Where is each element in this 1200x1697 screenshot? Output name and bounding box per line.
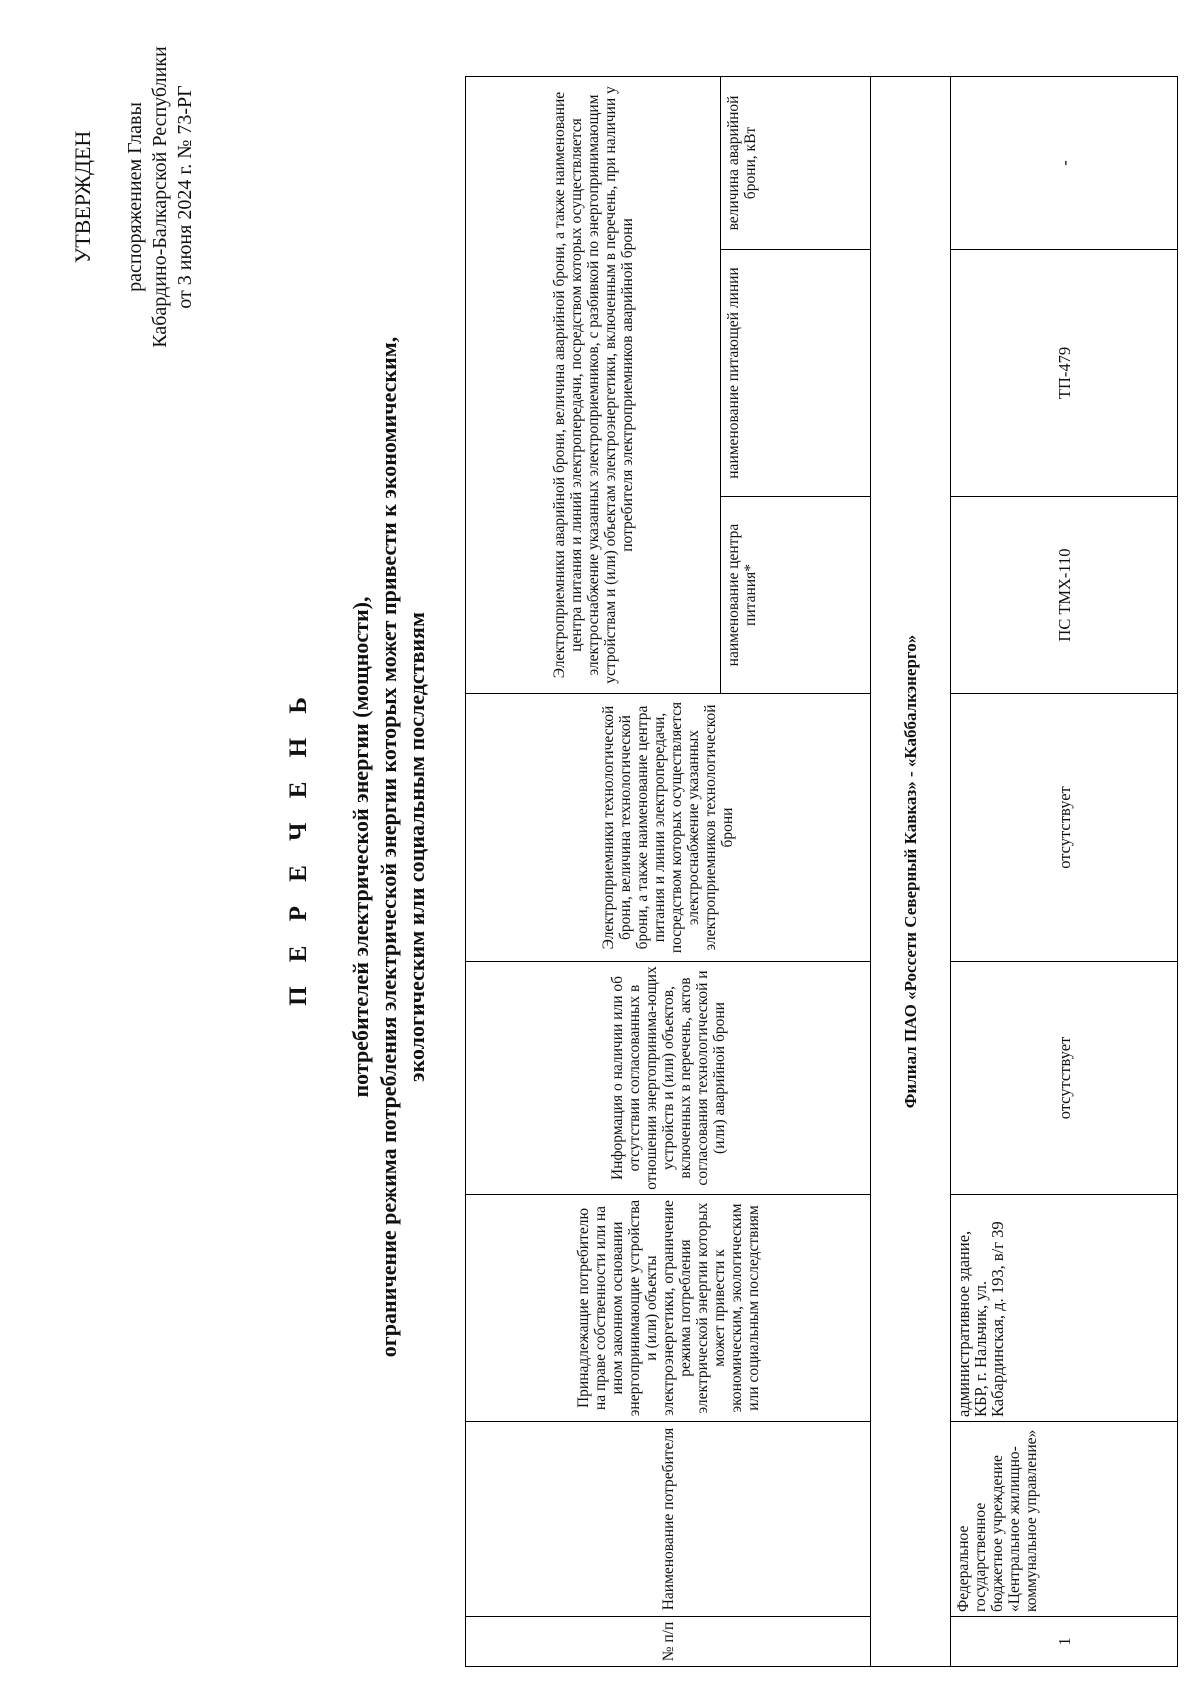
title-line-3: экологическим или социальным последствиям bbox=[404, 612, 429, 1082]
row-1-kw: - bbox=[950, 77, 1177, 250]
header-kw: величина аварийной брони, кВт bbox=[720, 77, 870, 250]
table-bottom-border bbox=[1177, 76, 1178, 1667]
row-1-tech: отсутствует bbox=[950, 694, 1177, 962]
document-title bbox=[285, 117, 431, 1577]
header-center: наименование центра питания* bbox=[720, 497, 870, 694]
approval-line-3: от 3 июня 2024 г. № 73-РГ bbox=[174, 85, 196, 309]
header-objects: Принадлежащие потребителю на праве собственности или на ином законном основании энергопринимающие устройства и (или) объекты электроэнергетики, ограничение режима потребления электрической энергии которых может привести к экономическим, экологическим или социальным последствиям bbox=[465, 1195, 870, 1422]
title-line-1: потребителей электрической энергии (мощности), bbox=[348, 596, 373, 1098]
header-info: Информация о наличии или об отсутствии согласованных в отношении энергопринима-ющих устройств и (или) объектов, включенных в перечень, актов согласования технологической и (или) аварийной брони bbox=[465, 962, 870, 1195]
branch-row: Филиал ПАО «Россети Северный Кавказ» - «Каббалкэнерго» bbox=[870, 77, 950, 1667]
row-1-line: ТП-479 bbox=[950, 250, 1177, 497]
approval-line-2: Кабардино-Балкарской Республики bbox=[149, 46, 171, 348]
header-num: № п/п bbox=[465, 1617, 870, 1667]
title-line-2: ограничение режима потребления электрической энергии которых может привести к экономическим, bbox=[376, 336, 401, 1358]
approval-stamp bbox=[70, 17, 198, 377]
header-tech: Электроприемники технологической брони, величина технологической брони, а также наименование центра питания и линии электропередачи, посредством которых осуществляется электроснабжение указанных электроприемников технологической брони bbox=[465, 694, 870, 962]
row-1-num: 1 bbox=[950, 1617, 1177, 1667]
title-spaced: П Е Р Е Ч Е Н Ь bbox=[285, 688, 312, 1006]
approval-heading: УТВЕРЖДЕН bbox=[70, 130, 95, 264]
header-name: Наименование потребителя bbox=[465, 1422, 870, 1617]
row-1-objects: административное здание, КБР, г. Нальчик, ул. Кабардинская, д. 193, в/г 39 bbox=[950, 1195, 1177, 1422]
row-1-name: Федеральное государственное бюджетное учреждение «Центральное жилищно-коммунальное управление» bbox=[950, 1422, 1177, 1617]
row-1-center: ПС ТМХ-110 bbox=[950, 497, 1177, 694]
header-emergency: Электроприемники аварийной брони, величина аварийной брони, а также наименование центра питания и линий электропередачи, посредством которых осуществляется электроснабжение указанных электроприемников, с разбивкой по энергопринимающим устройствам и (или) объектам электроэнергетики, включенным в перечень, при наличии у потребителя электроприемников аварийной брони bbox=[465, 77, 720, 694]
consumers-table bbox=[465, 77, 1177, 1667]
table-right-border bbox=[465, 76, 1177, 77]
header-line: наименование питающей линии bbox=[720, 250, 870, 497]
approval-line-1: распоряжением Главы bbox=[124, 102, 146, 292]
row-1-info: отсутствует bbox=[950, 962, 1177, 1195]
